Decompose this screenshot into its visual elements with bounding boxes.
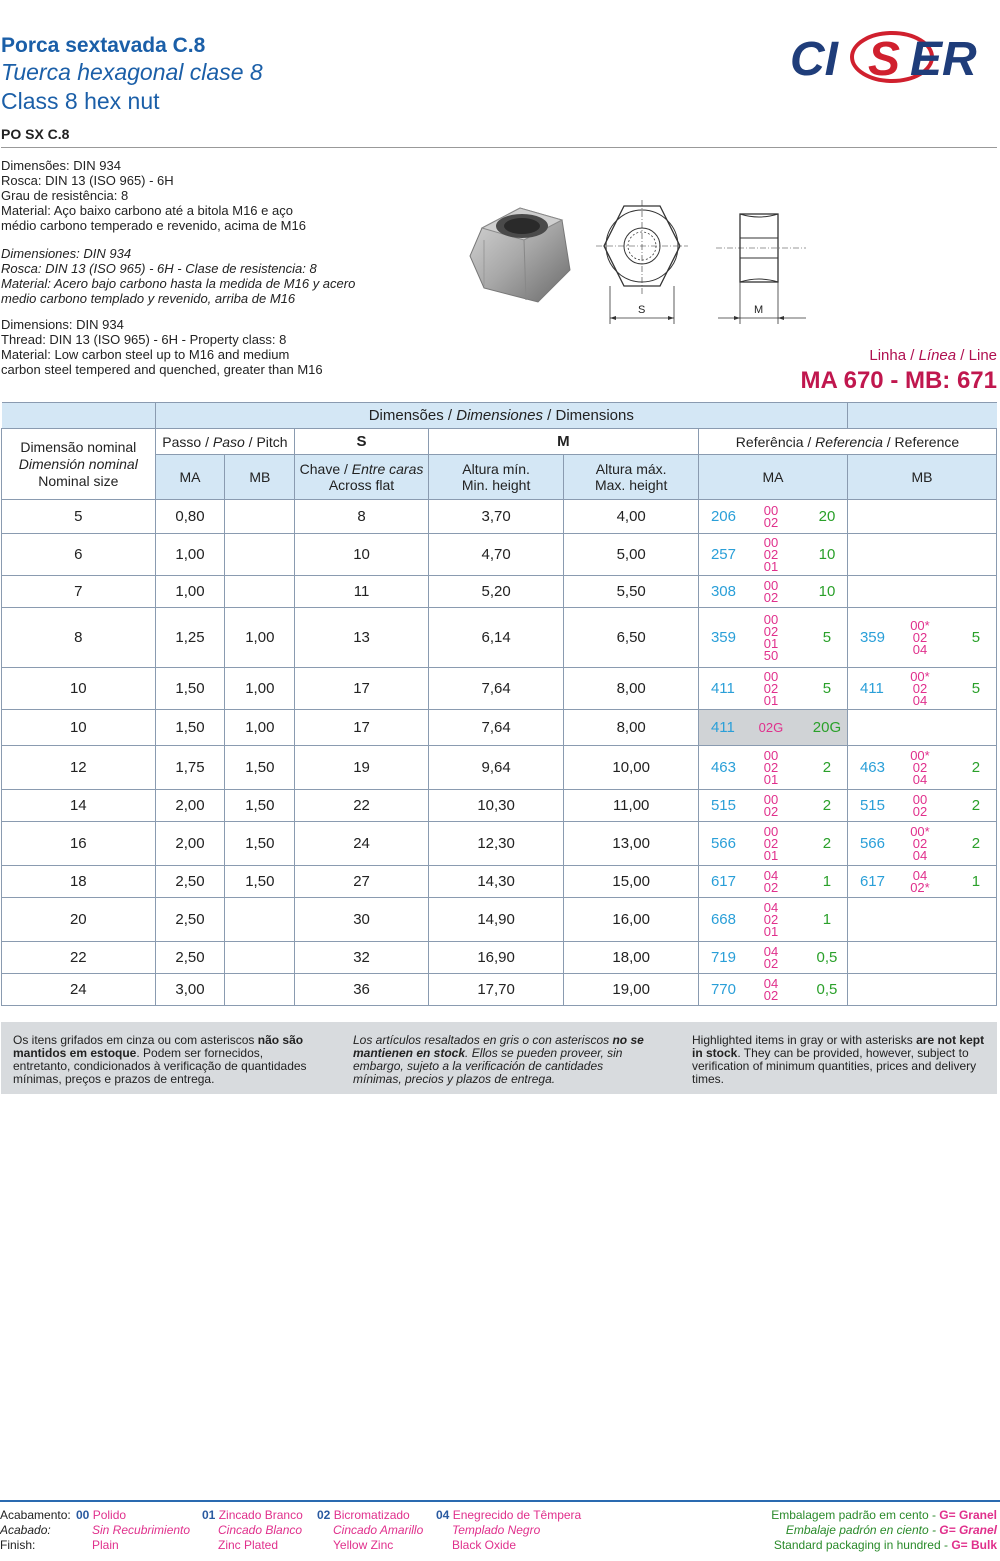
ref-finish: 00 02 (763, 502, 779, 530)
pitch-ma-cell: 1,00 (155, 576, 225, 608)
svg-text:S: S (868, 33, 901, 86)
ref-pack: 10 (818, 583, 836, 600)
ref-code: 770 (710, 981, 736, 998)
pitch-mb-header: MB (225, 455, 295, 500)
finish-01: 01 Zincado Branco Cincado Blanco Zinc Plated (202, 1508, 303, 1552)
table-row (2, 608, 997, 668)
nominal-size-cell: 20 (2, 898, 156, 942)
notice-es: Los artículos resaltados en gris o con asteriscos no se mantienen en stock. Ellos se pueden proveer, sin embargo, sujeto a la verificación de cantidades mínimas, precios y plazos de entrega. (353, 1033, 644, 1086)
pitch-mb-cell: 1,00 (225, 668, 295, 710)
min-height-cell: 17,70 (428, 974, 564, 1006)
ref-code: 719 (710, 949, 736, 966)
ref-ma-cell (698, 500, 847, 534)
nominal-size-cell: 8 (2, 608, 156, 668)
ref-ma-cell (698, 710, 847, 746)
ref-ma-cell (698, 898, 847, 942)
ref-mb-cell (847, 866, 996, 898)
min-height-cell: 6,14 (428, 608, 564, 668)
ref-finish: 00 02 01 50 (763, 611, 779, 663)
pitch-ma-cell: 0,80 (155, 500, 225, 534)
max-height-cell: 4,00 (564, 500, 699, 534)
max-height-cell: 10,00 (564, 746, 699, 790)
table-row (2, 576, 997, 608)
pitch-mb-cell: 1,50 (225, 790, 295, 822)
ref-mb-cell (847, 942, 996, 974)
ref-pack: 0,5 (816, 949, 838, 966)
table-row (2, 866, 997, 898)
nominal-size-cell: 7 (2, 576, 156, 608)
ref-ma-cell (698, 668, 847, 710)
max-height-cell: 5,00 (564, 534, 699, 576)
finish-04: 04 Enegrecido de Têmpera Templado Negro Black Oxide (436, 1508, 582, 1552)
min-height-cell: 16,90 (428, 942, 564, 974)
top-view-drawing (594, 200, 690, 326)
min-height-cell: 3,70 (428, 500, 564, 534)
pitch-ma-cell: 3,00 (155, 974, 225, 1006)
ref-finish: 04 02* (910, 867, 930, 895)
ref-code: 566 (859, 835, 885, 852)
min-height-cell: 9,64 (428, 746, 564, 790)
pitch-header: Passo / Paso / Pitch (155, 429, 295, 455)
pitch-ma-cell: 2,00 (155, 790, 225, 822)
ref-finish: 00 02 (912, 791, 928, 819)
ref-finish: 00* 02 04 (910, 668, 930, 708)
ref-pack: 2 (822, 835, 832, 852)
across-flat-cell: 27 (295, 866, 429, 898)
across-flat-cell: 24 (295, 822, 429, 866)
finish-footer (0, 1500, 1000, 1561)
ref-ma-cell (698, 790, 847, 822)
ref-ma-cell (698, 942, 847, 974)
dimensions-table (1, 402, 997, 1006)
ref-ma-cell (698, 608, 847, 668)
pitch-ma-cell: 1,75 (155, 746, 225, 790)
ref-code: 515 (710, 797, 736, 814)
nominal-size-cell: 12 (2, 746, 156, 790)
specs-pt: Dimensões: DIN 934 Rosca: DIN 13 (ISO 965) - 6H Grau de resistência: 8 Material: Aço baixo carbono até a bitola M16 e aço médio carbono temperado e revenido, acima de M16 (1, 158, 306, 233)
nominal-size-cell: 24 (2, 974, 156, 1006)
pitch-mb-cell (225, 898, 295, 942)
pitch-mb-cell (225, 500, 295, 534)
ref-pack: 2 (822, 797, 832, 814)
finish-labels: Acabamento: Acabado: Finish: (0, 1508, 71, 1552)
ref-code: 411 (859, 680, 884, 697)
min-height-cell: 7,64 (428, 668, 564, 710)
ref-finish: 00 02 01 (763, 747, 779, 787)
ref-code: 566 (710, 835, 736, 852)
across-flat-cell: 17 (295, 668, 429, 710)
pitch-mb-cell: 1,00 (225, 608, 295, 668)
ref-ma-cell (698, 866, 847, 898)
ref-pack: 1 (822, 873, 832, 890)
table-row (2, 790, 997, 822)
across-flat-cell: 30 (295, 898, 429, 942)
max-height-cell: 16,00 (564, 898, 699, 942)
ref-code: 463 (859, 759, 885, 776)
ref-mb-cell (847, 500, 996, 534)
min-height-cell: 14,30 (428, 866, 564, 898)
ref-finish: 00* 02 04 (910, 617, 930, 657)
min-height-cell: 4,70 (428, 534, 564, 576)
ref-finish: 00* 02 04 (910, 747, 930, 787)
min-height-cell: 12,30 (428, 822, 564, 866)
ref-finish: 00 02 01 (763, 823, 779, 863)
min-height-cell: 10,30 (428, 790, 564, 822)
across-flat-cell: 32 (295, 942, 429, 974)
pitch-ma-cell: 2,00 (155, 822, 225, 866)
across-flat-cell: 17 (295, 710, 429, 746)
pitch-mb-cell: 1,50 (225, 822, 295, 866)
ref-pack: 5 (971, 680, 981, 697)
max-height-cell: 18,00 (564, 942, 699, 974)
ref-ma-header: MA (698, 455, 847, 500)
pitch-ma-header: MA (155, 455, 225, 500)
dimensions-header: Dimensões / Dimensiones / Dimensions (155, 403, 847, 429)
ref-mb-cell (847, 746, 996, 790)
title-es: Tuerca hexagonal clase 8 (1, 59, 263, 85)
nominal-size-cell: 6 (2, 534, 156, 576)
title-en: Class 8 hex nut (1, 88, 160, 114)
ref-finish: 00* 02 04 (910, 823, 930, 863)
finish-02: 02 Bicromatizado Cincado Amarillo Yellow Zinc (317, 1508, 424, 1552)
ref-finish: 04 02 (763, 867, 779, 895)
ref-pack: 2 (971, 797, 981, 814)
ref-mb-cell (847, 710, 996, 746)
s-header: S (295, 429, 429, 455)
ref-mb-header: MB (847, 455, 996, 500)
ref-mb-cell (847, 576, 996, 608)
specs-es: Dimensiones: DIN 934 Rosca: DIN 13 (ISO 965) - 6H - Clase de resistencia: 8 Material: Acero bajo carbono hasta la medida de M16 y acero medio carbono templado y revenido, arriba de M16 (1, 246, 356, 306)
ref-ma-cell (698, 974, 847, 1006)
finish-00: 00 Polido Sin Recubrimiento Plain (76, 1508, 191, 1552)
ref-ma-cell (698, 534, 847, 576)
ref-pack: 5 (822, 629, 832, 646)
across-flat-header: Chave / Entre caras Across flat (295, 455, 429, 500)
ref-code: 617 (859, 873, 885, 890)
ref-code: 463 (710, 759, 736, 776)
ref-finish: 02G (758, 719, 784, 735)
reference-header: Referência / Referencia / Reference (698, 429, 996, 455)
ref-pack: 0,5 (816, 981, 838, 998)
pitch-mb-cell (225, 576, 295, 608)
pitch-mb-cell: 1,50 (225, 746, 295, 790)
ref-code: 359 (710, 629, 736, 646)
ref-finish: 00 02 01 (763, 534, 779, 574)
pitch-mb-cell (225, 534, 295, 576)
max-height-cell: 5,50 (564, 576, 699, 608)
notice-en: Highlighted items in gray or with asterisks are not kept in stock. They can be provided, however, subject to verification of minimum quantities, prices and delivery times. (692, 1033, 985, 1086)
across-flat-cell: 10 (295, 534, 429, 576)
ref-ma-cell (698, 822, 847, 866)
ref-mb-cell (847, 668, 996, 710)
pitch-ma-cell: 1,50 (155, 710, 225, 746)
across-flat-cell: 22 (295, 790, 429, 822)
pitch-ma-cell: 1,25 (155, 608, 225, 668)
min-height-header: Altura mín. Min. height (428, 455, 564, 500)
nominal-size-cell: 10 (2, 710, 156, 746)
nominal-size-header: Dimensão nominal Dimensión nominal Nominal size (2, 429, 156, 500)
ref-code: 257 (710, 546, 736, 563)
pitch-mb-cell: 1,00 (225, 710, 295, 746)
max-height-cell: 11,00 (564, 790, 699, 822)
divider (1, 147, 997, 148)
table-row (2, 942, 997, 974)
table-row (2, 746, 997, 790)
ref-code: 668 (710, 911, 736, 928)
pitch-ma-cell: 2,50 (155, 898, 225, 942)
ref-pack: 5 (971, 629, 981, 646)
max-height-cell: 8,00 (564, 710, 699, 746)
max-height-cell: 13,00 (564, 822, 699, 866)
svg-text:ER: ER (910, 33, 977, 86)
nominal-size-cell: 16 (2, 822, 156, 866)
ref-mb-cell (847, 790, 996, 822)
ref-mb-cell (847, 898, 996, 942)
line-code: MA 670 - MB: 671 (800, 367, 997, 394)
nominal-size-cell: 14 (2, 790, 156, 822)
ref-code: 411 (710, 680, 735, 697)
max-height-cell: 6,50 (564, 608, 699, 668)
ref-pack: 10 (818, 546, 836, 563)
ref-code: 411 (710, 719, 735, 736)
side-view-drawing (716, 206, 808, 326)
s-dimension-label: S (638, 304, 646, 316)
across-flat-cell: 19 (295, 746, 429, 790)
ref-pack: 1 (971, 873, 981, 890)
ref-ma-cell (698, 576, 847, 608)
pitch-ma-cell: 1,50 (155, 668, 225, 710)
stock-notice (1, 1022, 997, 1094)
ref-finish: 04 02 (763, 943, 779, 971)
pitch-mb-cell (225, 974, 295, 1006)
table-row (2, 710, 997, 746)
svg-text:CI: CI (790, 33, 838, 86)
ref-finish: 00 02 (763, 577, 779, 605)
ref-code: 617 (710, 873, 736, 890)
nut-photo (462, 200, 580, 312)
m-dimension-label: M (754, 304, 764, 316)
ref-pack: 1 (822, 911, 832, 928)
ref-finish: 00 02 (763, 791, 779, 819)
ref-pack: 20G (812, 719, 842, 736)
ref-finish: 04 02 01 (763, 899, 779, 939)
ref-finish: 00 02 01 (763, 668, 779, 708)
pitch-ma-cell: 1,00 (155, 534, 225, 576)
pitch-ma-cell: 2,50 (155, 942, 225, 974)
table-row (2, 500, 997, 534)
across-flat-cell: 36 (295, 974, 429, 1006)
max-height-cell: 19,00 (564, 974, 699, 1006)
table-row (2, 822, 997, 866)
nominal-size-cell: 18 (2, 866, 156, 898)
max-height-cell: 15,00 (564, 866, 699, 898)
nominal-size-cell: 22 (2, 942, 156, 974)
table-row (2, 668, 997, 710)
title-pt: Porca sextavada C.8 (1, 34, 206, 57)
table-row (2, 898, 997, 942)
notice-pt: Os itens grifados em cinza ou com asteriscos não são mantidos em estoque. Podem ser fornecidos, entretanto, condicionados à verificação de quantidades mínimas, preços e prazos de entrega. (13, 1033, 307, 1086)
ref-mb-cell (847, 608, 996, 668)
product-code: PO SX C.8 (1, 126, 70, 142)
pitch-mb-cell: 1,50 (225, 866, 295, 898)
nominal-size-cell: 10 (2, 668, 156, 710)
nominal-size-cell: 5 (2, 500, 156, 534)
ref-mb-cell (847, 974, 996, 1006)
max-height-cell: 8,00 (564, 668, 699, 710)
ref-code: 206 (710, 508, 736, 525)
ref-finish: 04 02 (763, 975, 779, 1003)
m-header: M (428, 429, 698, 455)
max-height-header: Altura máx. Max. height (564, 455, 699, 500)
line-label: Linha / Línea / Line (869, 347, 997, 364)
ref-pack: 2 (971, 835, 981, 852)
table-row (2, 534, 997, 576)
brand-logo (786, 27, 998, 87)
specs-en: Dimensions: DIN 934 Thread: DIN 13 (ISO 965) - 6H - Property class: 8 Material: Low carbon steel up to M16 and medium carbon steel tempered and quenched, greater than M16 (1, 317, 323, 377)
ref-code: 308 (710, 583, 736, 600)
across-flat-cell: 13 (295, 608, 429, 668)
ref-pack: 2 (971, 759, 981, 776)
ref-mb-cell (847, 822, 996, 866)
packaging-info: Embalagem padrão em cento - G= Granel Embalaje padrón en ciento - G= Granel Standard packaging in hundred - G= Bulk (771, 1508, 997, 1552)
across-flat-cell: 8 (295, 500, 429, 534)
ref-pack: 20 (818, 508, 836, 525)
ref-code: 515 (859, 797, 885, 814)
pitch-ma-cell: 2,50 (155, 866, 225, 898)
ref-pack: 2 (822, 759, 832, 776)
min-height-cell: 14,90 (428, 898, 564, 942)
across-flat-cell: 11 (295, 576, 429, 608)
ref-pack: 5 (822, 680, 832, 697)
pitch-mb-cell (225, 942, 295, 974)
ref-mb-cell (847, 534, 996, 576)
ref-code: 359 (859, 629, 885, 646)
table-row (2, 974, 997, 1006)
min-height-cell: 5,20 (428, 576, 564, 608)
ref-ma-cell (698, 746, 847, 790)
min-height-cell: 7,64 (428, 710, 564, 746)
